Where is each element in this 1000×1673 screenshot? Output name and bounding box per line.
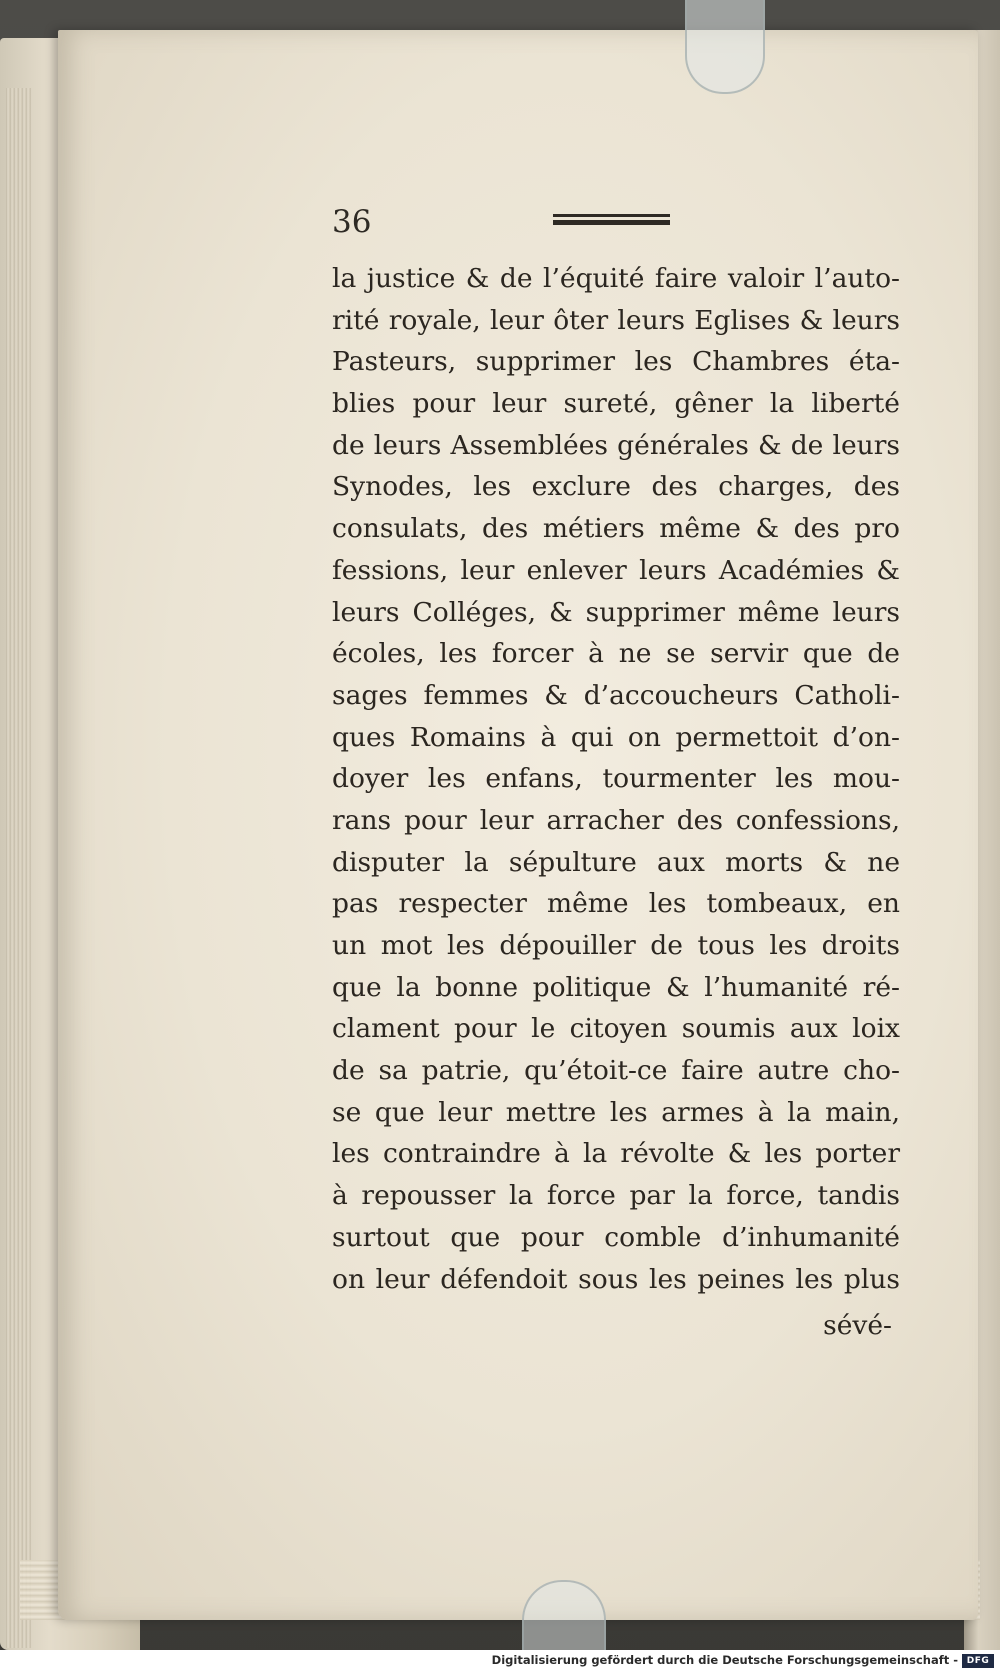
header-rule: [553, 214, 670, 226]
text-line: les contraindre à la révolte & les porter: [332, 1138, 900, 1170]
text-line: écoles, les forcer à ne se servir que de: [332, 638, 900, 670]
text-line: pas respecter même les tombeaux, en: [332, 888, 900, 920]
text-line: se que leur mettre les armes à la main,: [332, 1096, 900, 1128]
text-line: Synodes, les exclure des charges, des: [332, 471, 900, 503]
page-number: 36: [332, 204, 372, 240]
text-line: rité royale, leur ôter leurs Eglises & leurs: [332, 304, 900, 336]
text-line: clament pour le citoyen soumis aux loix: [332, 1013, 900, 1045]
text-line: on leur défendoit sous les peines les plus: [332, 1263, 900, 1295]
text-line: un mot les dépouiller de tous les droits: [332, 930, 900, 961]
catchword: sévé-: [823, 1310, 892, 1341]
text-line: rans pour leur arracher des confessions,: [332, 804, 900, 836]
text-line: leurs Colléges, & supprimer même leurs: [332, 596, 900, 628]
text-line: que la bonne politique & l’humanité ré-: [332, 971, 900, 1003]
text-line: consulats, des métiers même & des pro: [332, 513, 900, 545]
text-line: surtout que pour comble d’inhumanité: [332, 1221, 900, 1253]
text-line: la justice & de l’équité faire valoir l’auto-: [332, 263, 900, 294]
digitization-footer: [0, 1650, 1000, 1673]
text-line: sages femmes & d’accoucheurs Catholi-: [332, 679, 900, 711]
dfg-logo: DFG: [962, 1654, 994, 1668]
top-page-clip: [685, 0, 765, 94]
text-line: Pasteurs, supprimer les Chambres éta-: [332, 346, 900, 378]
text-line: de sa patrie, qu’étoit-ce faire autre cho-: [332, 1055, 900, 1087]
funding-credit: Digitalisierung gefördert durch die Deutsche Forschungsgemeinschaft -: [491, 1653, 958, 1667]
text-line: doyer les enfans, tourmenter les mou-: [332, 763, 900, 795]
page-stack-edge: [6, 88, 32, 1648]
text-line: fessions, leur enlever leurs Académies &: [332, 554, 900, 586]
text-line: blies pour leur sureté, gêner la liberté: [332, 388, 900, 420]
text-line: ques Romains à qui on permettoit d’on-: [332, 721, 900, 753]
text-line: de leurs Assemblées générales & de leurs: [332, 429, 900, 461]
text-line: disputer la sépulture aux morts & ne: [332, 846, 900, 878]
body-text: [332, 258, 900, 1300]
text-line: à repousser la force par la force, tandis: [332, 1180, 900, 1212]
